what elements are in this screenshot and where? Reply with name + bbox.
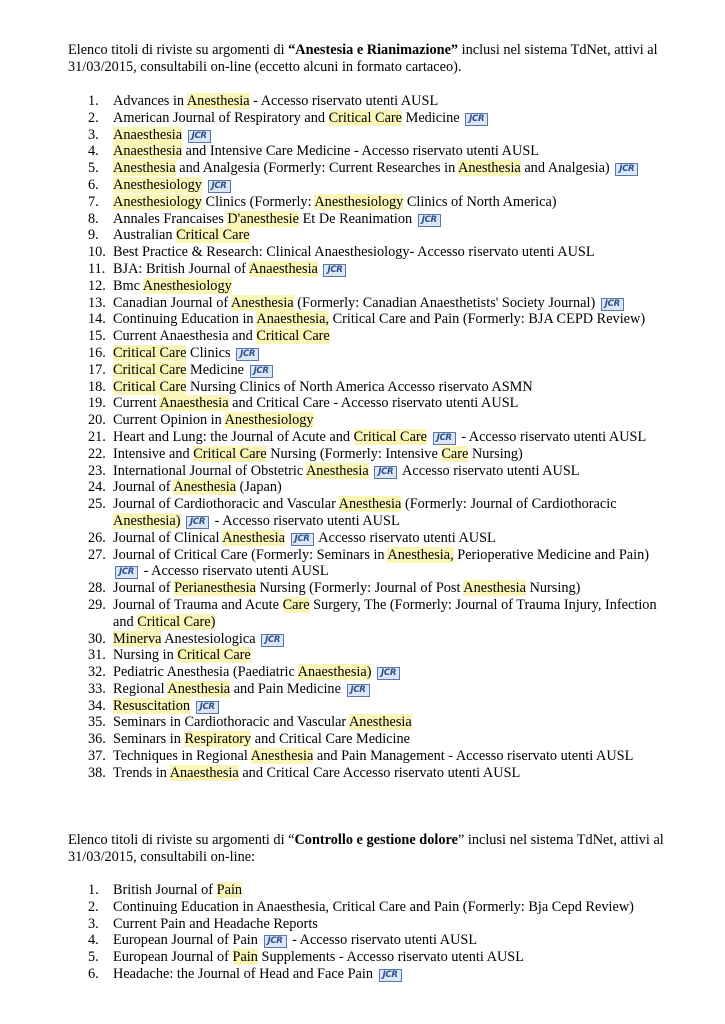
list-item-number: 30.: [88, 630, 106, 647]
journal-title-text: Medicine: [402, 109, 464, 126]
highlighted-keyword: Anesthesia: [113, 160, 176, 177]
highlighted-keyword: Anesthesiology: [113, 193, 202, 210]
section2-intro-after: ” inclusi nel sistema TdNet, attivi al 31/03/2015, consultabili on-line:: [68, 832, 664, 865]
highlighted-keyword: Anesthesiology: [314, 193, 404, 210]
highlighted-keyword: Anesthesia: [305, 462, 369, 479]
journal-title-text: Clinics (Formerly:: [201, 193, 315, 210]
journal-list-item: [0, 127, 725, 144]
journal-title-text: Pediatric Anesthesia (Paediatric: [113, 664, 298, 681]
journal-title-text: [182, 127, 186, 143]
highlighted-keyword: Critical Care: [328, 109, 403, 126]
highlighted-keyword: Anaesthesia: [113, 126, 183, 143]
jcr-badge-icon[interactable]: JCR: [465, 113, 488, 126]
journal-title-text: - Accesso riservato utenti AUSL: [249, 93, 439, 109]
journal-title-text: Journal of Critical Care (Formerly: Seminars in: [113, 546, 388, 563]
journal-title-text: Continuing Education in: [113, 311, 257, 328]
list-item-number: 5.: [88, 160, 99, 177]
jcr-badge-icon[interactable]: JCR: [115, 566, 138, 579]
journal-title-text: Bmc: [113, 277, 143, 294]
journal-title-text: and Analgesia (Formerly: Current Researches in: [175, 160, 459, 177]
journal-title-text: Best Practice & Research: Clinical Anaesthesiology- Accesso riservato utenti AUSL: [113, 244, 595, 261]
journal-list-item: [0, 463, 725, 480]
journal-list-item: [0, 899, 725, 916]
journal-title-text: Advances in: [113, 93, 187, 109]
highlighted-keyword: Anesthesia: [348, 714, 412, 731]
journal-title-text: Clinics of North America): [403, 193, 557, 210]
highlighted-keyword: Anesthesiology: [142, 277, 232, 294]
highlighted-keyword: Critical Care: [353, 428, 428, 445]
journal-title-text: Accesso riservato utenti AUSL: [399, 462, 580, 479]
journal-title-text: (Formerly: Journal of Cardiothoracic: [401, 496, 617, 513]
journal-title-text: Current Anaesthesia and: [113, 328, 257, 345]
jcr-badge-icon[interactable]: JCR: [208, 180, 231, 193]
journal-title-text: Anestesiologica: [161, 630, 260, 647]
highlighted-keyword: Anaesthesia: [159, 395, 229, 412]
highlighted-keyword: Anaesthesia): [297, 664, 372, 681]
journal-title-text: and Analgesia): [520, 160, 614, 177]
journal-title-text: [371, 664, 375, 680]
journal-title-text: [285, 530, 289, 546]
journal-list-item: [0, 446, 725, 463]
jcr-badge-icon[interactable]: JCR: [615, 163, 638, 176]
journal-list-item: [0, 295, 725, 312]
highlighted-keyword: Anesthesia: [458, 160, 521, 177]
journal-title-text: Current Opinion in: [113, 412, 225, 429]
highlighted-keyword: Anaesthesia,: [256, 311, 330, 328]
journal-title-text: Et De Reanimation: [299, 210, 416, 227]
journal-list-item: [0, 110, 725, 127]
journal-title-text: Continuing Education in Anaesthesia, Critical Care and Pain (Formerly: Bja Cepd Review): [113, 898, 634, 915]
journal-title-text: Headache: the Journal of Head and Face Pain: [113, 965, 377, 982]
journal-list-item: [0, 395, 725, 412]
highlighted-keyword: Critical Care: [177, 647, 251, 664]
list-item-number: 22.: [88, 445, 106, 462]
journal-title-text: and Pain Management - Accesso riservato utenti AUSL: [313, 748, 634, 765]
journal-title-text: Journal of Clinical: [113, 529, 223, 546]
highlighted-keyword: Anesthesiology: [113, 176, 202, 193]
jcr-badge-icon[interactable]: JCR: [433, 432, 456, 445]
journal-title-text: Heart and Lung: the Journal of Acute and: [113, 428, 354, 445]
journal-title-text: Supplements - Accesso riservato utenti AUSL: [257, 949, 524, 966]
list-item-number: 37.: [88, 748, 106, 765]
journal-title-text: - Accesso riservato utenti AUSL: [140, 563, 329, 580]
journal-title-text: Regional: [113, 680, 168, 697]
list-item-number: 3.: [88, 126, 99, 143]
jcr-badge-icon[interactable]: JCR: [261, 634, 284, 647]
highlighted-keyword: Anesthesia: [167, 680, 231, 697]
jcr-badge-icon[interactable]: JCR: [188, 130, 211, 143]
journal-list-item: [0, 311, 725, 328]
highlighted-keyword: Minerva: [113, 630, 162, 647]
list-item-number: 3.: [88, 915, 99, 932]
list-item-number: 12.: [88, 277, 106, 294]
journal-title-text: Medicine: [186, 361, 248, 378]
journal-list-item: [0, 160, 725, 177]
jcr-badge-icon[interactable]: JCR: [236, 348, 259, 361]
journal-list-item: [0, 949, 725, 966]
journal-list-item: [0, 547, 725, 581]
jcr-badge-icon[interactable]: JCR: [347, 684, 370, 697]
list-item-number: 8.: [88, 210, 99, 227]
journal-list-item: [0, 580, 725, 597]
list-item-number: 9.: [88, 227, 99, 244]
highlighted-keyword: Anaesthesia: [248, 260, 318, 277]
highlighted-keyword: Anesthesia: [463, 580, 526, 597]
list-item-number: 6.: [88, 176, 99, 193]
jcr-badge-icon[interactable]: JCR: [250, 365, 273, 378]
jcr-badge-icon[interactable]: JCR: [196, 701, 219, 714]
journal-list-item: [0, 916, 725, 933]
jcr-badge-icon[interactable]: JCR: [264, 935, 287, 948]
journal-list-item: [0, 412, 725, 429]
journal-title-text: [427, 429, 431, 445]
list-item-number: 31.: [88, 647, 106, 664]
list-item-number: 28.: [88, 580, 106, 597]
section1-intro-after: inclusi nel sistema TdNet, attivi al 31/03/2015, consultabili on-line (eccetto alcuni in formato cartaceo).: [68, 42, 658, 75]
list-item-number: 32.: [88, 664, 106, 681]
journal-title-text: Nursing): [468, 445, 523, 462]
journal-list-item: [0, 530, 725, 547]
list-item-number: 7.: [88, 193, 99, 210]
highlighted-keyword: Critical Care: [113, 344, 187, 361]
journal-list-item: [0, 93, 725, 110]
journal-title-text: Accesso riservato utenti AUSL: [315, 529, 496, 546]
highlighted-keyword: Anesthesia: [173, 479, 237, 496]
journal-title-text: Seminars in Cardiothoracic and Vascular: [113, 714, 349, 731]
journal-title-text: [202, 177, 206, 193]
journal-title-text: Australian: [113, 227, 177, 244]
journal-list-item: [0, 966, 725, 983]
list-item-number: 26.: [88, 529, 106, 546]
highlighted-keyword: Anesthesiology: [224, 412, 314, 429]
jcr-badge-icon[interactable]: JCR: [379, 969, 402, 982]
highlighted-keyword: Care: [282, 596, 310, 613]
journal-list-item: [0, 194, 725, 211]
list-item-number: 18.: [88, 378, 106, 395]
journal-title-text: [181, 513, 185, 529]
journal-title-text: Trends in: [113, 764, 170, 781]
journal-title-text: Clinics: [186, 344, 235, 361]
journal-title-text: (Japan): [236, 479, 282, 496]
journal-list-item: [0, 882, 725, 899]
journal-title-text: Journal of Cardiothoracic and Vascular: [113, 496, 339, 513]
journal-list-item: [0, 681, 725, 698]
highlighted-keyword: Respiratory: [184, 731, 252, 748]
jcr-badge-icon[interactable]: JCR: [186, 516, 209, 529]
journal-title-text: Techniques in Regional: [113, 748, 251, 765]
journal-list-item: [0, 647, 725, 664]
journal-title-text: Canadian Journal of: [113, 294, 231, 311]
list-item-number: 13.: [88, 294, 106, 311]
highlighted-keyword: Critical Care): [137, 613, 216, 630]
journal-title-text: and Critical Care - Accesso riservato utenti AUSL: [228, 395, 519, 412]
list-item-number: 15.: [88, 328, 106, 345]
list-item-number: 33.: [88, 680, 106, 697]
list-item-number: 25.: [88, 496, 106, 513]
journal-title-text: Annales Francaises: [113, 210, 228, 227]
jcr-badge-icon[interactable]: JCR: [291, 533, 314, 546]
list-item-number: 27.: [88, 546, 106, 563]
highlighted-keyword: Pain: [232, 949, 258, 966]
list-item-number: 16.: [88, 344, 106, 361]
section1-intro-topic: “Anestesia e Rianimazione”: [288, 42, 459, 58]
journal-title-text: British Journal of: [113, 882, 217, 898]
journal-list-item: [0, 496, 725, 530]
highlighted-keyword: Critical Care: [256, 328, 330, 345]
anesthesia-journal-list: [0, 93, 725, 782]
list-item-number: 1.: [88, 882, 99, 898]
journal-title-text: [318, 261, 322, 277]
journal-list-item: [0, 597, 725, 631]
journal-title-text: (Formerly: Canadian Anaesthetists' Society Journal): [293, 294, 599, 311]
journal-title-text: - Accesso riservato utenti AUSL: [288, 932, 478, 949]
highlighted-keyword: Anesthesia: [250, 748, 314, 765]
highlighted-keyword: Anesthesia): [113, 512, 181, 529]
journal-title-text: [190, 698, 194, 714]
journal-title-text: Nursing (Formerly: Journal of Post: [255, 580, 464, 597]
highlighted-keyword: Anesthesia: [186, 93, 250, 109]
list-item-number: 10.: [88, 244, 106, 261]
journal-list-item: [0, 664, 725, 681]
jcr-badge-icon[interactable]: JCR: [601, 298, 624, 311]
jcr-badge-icon[interactable]: JCR: [323, 264, 346, 277]
journal-title-text: Seminars in: [113, 731, 185, 748]
highlighted-keyword: Perianesthesia: [174, 580, 256, 597]
journal-list-item: [0, 278, 725, 295]
journal-title-text: Surgery, The (Formerly: Journal of Trauma Injury, Infection and: [113, 596, 657, 630]
list-item-number: 36.: [88, 731, 106, 748]
highlighted-keyword: Anesthesia,: [387, 546, 454, 563]
journal-title-text: Critical Care and Pain (Formerly: BJA CEPD Review): [329, 311, 646, 328]
highlighted-keyword: Anesthesia: [230, 294, 294, 311]
list-item-number: 4.: [88, 932, 99, 949]
list-item-number: 2.: [88, 898, 99, 915]
journal-list-item: [0, 429, 725, 446]
journal-title-text: Perioperative Medicine and Pain): [453, 546, 650, 563]
list-item-number: 2.: [88, 109, 99, 126]
highlighted-keyword: D'anesthesie: [227, 210, 299, 227]
list-item-number: 17.: [88, 361, 106, 378]
highlighted-keyword: Anaesthesia: [169, 764, 239, 781]
highlighted-keyword: Anesthesia: [338, 496, 402, 513]
highlighted-keyword: Critical Care: [113, 378, 187, 395]
journal-list-item: [0, 765, 725, 782]
jcr-badge-icon[interactable]: JCR: [374, 466, 397, 479]
journal-title-text: [369, 463, 373, 479]
journal-list-item: [0, 748, 725, 765]
list-item-number: 29.: [88, 596, 106, 613]
jcr-badge-icon[interactable]: JCR: [377, 667, 400, 680]
journal-list-item: [0, 227, 725, 244]
journal-title-text: and Intensive Care Medicine - Accesso riservato utenti AUSL: [182, 143, 540, 160]
journal-title-text: Journal of: [113, 479, 174, 496]
journal-title-text: BJA: British Journal of: [113, 260, 249, 277]
list-item-number: 14.: [88, 311, 106, 328]
journal-list-item: [0, 731, 725, 748]
section2-intro-before: Elenco titoli di riviste su argomenti di “: [68, 832, 295, 848]
journal-title-text: and Critical Care Accesso riservato utenti AUSL: [238, 764, 521, 781]
highlighted-keyword: Critical Care: [176, 227, 250, 244]
list-item-number: 21.: [88, 428, 106, 445]
journal-title-text: - Accesso riservato utenti AUSL: [211, 512, 400, 529]
journal-title-text: Nursing): [526, 580, 581, 597]
journal-list-item: [0, 244, 725, 261]
highlighted-keyword: Care: [441, 445, 469, 462]
section2-intro: [68, 832, 668, 866]
journal-list-item: [0, 328, 725, 345]
journal-list-item: [0, 177, 725, 194]
journal-list-item: [0, 714, 725, 731]
list-item-number: 5.: [88, 949, 99, 966]
journal-list-item: [0, 211, 725, 228]
journal-title-text: - Accesso riservato utenti AUSL: [457, 428, 647, 445]
journal-title-text: International Journal of Obstetric: [113, 462, 306, 479]
journal-list-item: [0, 362, 725, 379]
section1-intro: [68, 42, 668, 76]
highlighted-keyword: Resuscitation: [113, 697, 191, 714]
journal-list-item: [0, 698, 725, 715]
journal-title-text: American Journal of Respiratory and: [113, 109, 329, 126]
list-item-number: 19.: [88, 395, 106, 412]
journal-title-text: Intensive and: [113, 445, 194, 462]
list-item-number: 6.: [88, 965, 99, 982]
section1-intro-before: Elenco titoli di riviste su argomenti di: [68, 42, 289, 58]
list-item-number: 38.: [88, 764, 106, 781]
journal-list-item: [0, 932, 725, 949]
journal-title-text: European Journal of Pain: [113, 932, 262, 949]
list-item-number: 34.: [88, 697, 106, 714]
highlighted-keyword: Critical Care: [113, 361, 187, 378]
list-item-number: 23.: [88, 462, 106, 479]
journal-title-text: Nursing (Formerly: Intensive: [266, 445, 442, 462]
journal-title-text: and Pain Medicine: [230, 680, 345, 697]
list-item-number: 24.: [88, 479, 106, 496]
journal-title-text: and Critical Care Medicine: [251, 731, 410, 748]
journal-list-item: [0, 345, 725, 362]
journal-list-item: [0, 479, 725, 496]
jcr-badge-icon[interactable]: JCR: [418, 214, 441, 227]
list-item-number: 1.: [88, 93, 99, 109]
journal-title-text: Journal of: [113, 580, 175, 597]
journal-title-text: European Journal of: [113, 949, 233, 966]
highlighted-keyword: Pain: [216, 882, 243, 898]
journal-list-item: [0, 379, 725, 396]
highlighted-keyword: Anesthesia: [222, 529, 285, 546]
journal-title-text: Nursing in: [113, 647, 178, 664]
list-item-number: 35.: [88, 714, 106, 731]
journal-list-item: [0, 261, 725, 278]
journal-title-text: Journal of Trauma and Acute: [113, 596, 283, 613]
journal-title-text: Nursing Clinics of North America Accesso riservato ASMN: [186, 378, 533, 395]
highlighted-keyword: Critical Care: [193, 445, 267, 462]
list-item-number: 11.: [88, 260, 106, 277]
list-item-number: 4.: [88, 143, 99, 160]
journal-title-text: Current: [113, 395, 160, 412]
highlighted-keyword: Anaesthesia: [113, 143, 183, 160]
section2-intro-topic: Controllo e gestione dolore: [294, 832, 458, 848]
list-item-number: 20.: [88, 412, 106, 429]
journal-list-item: [0, 631, 725, 648]
journal-title-text: Current Pain and Headache Reports: [113, 915, 318, 932]
pain-journal-list: [0, 882, 725, 983]
journal-list-item: [0, 143, 725, 160]
